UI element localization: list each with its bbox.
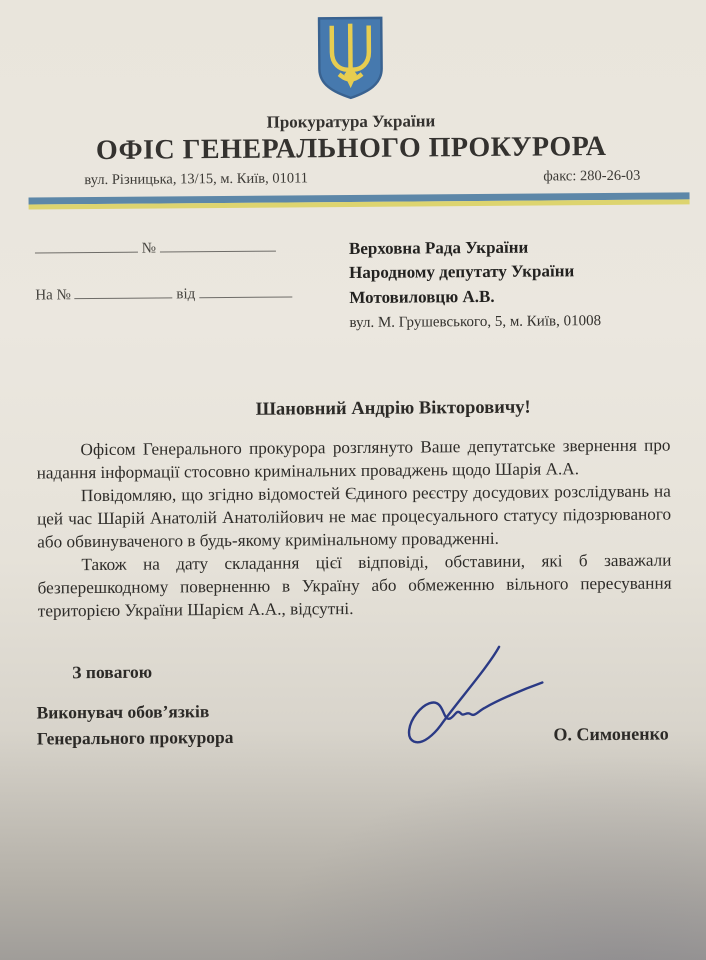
reference-number-line	[35, 237, 337, 258]
closing-block	[2, 657, 706, 752]
reference-number-blank	[35, 238, 138, 253]
signer-name: О. Симоненко	[553, 723, 669, 745]
letterhead-fax: факс: 280-26-03	[543, 167, 641, 185]
org-title: ОФІС ГЕНЕРАЛЬНОГО ПРОКУРОРА	[95, 131, 607, 167]
recipient-block	[349, 235, 601, 335]
recipient-address: вул. М. Грушевського, 5, м. Київ, 01008	[349, 313, 602, 332]
signer-position	[36, 698, 233, 752]
recipient-line-2: Народному депутату України	[349, 261, 575, 283]
signature-row	[36, 694, 668, 751]
body-paragraph-1: Офісом Генерального прокурора розглянуто Ваше депутатське звернення про надання інформації стосовно кримінальних проваджень щодо Шарія А.А.	[36, 435, 671, 483]
signer-position-line-2: Генерального прокурора	[36, 727, 234, 749]
body-paragraph-2: Повідомляю, що згідно відомостей Єдиного реєстру досудових розслідувань на цей час Шарій Анатолій Анатолійович не має процесуального статусу підозрюваного або обвинуваченого в будь-якому кримінальному провадженні.	[36, 481, 672, 552]
reply-number-blank	[75, 284, 173, 299]
recipient-line-3: Мотовиловцю А.В.	[349, 287, 495, 308]
letterhead-address: вул. Різницька, 13/15, м. Київ, 01011	[84, 170, 309, 189]
salutation: Шановний Андрію Вікторовичу!	[255, 397, 531, 420]
ukraine-trident-emblem-icon	[315, 15, 386, 107]
number-label: №	[141, 240, 157, 257]
org-subtitle: Прокуратура України	[266, 111, 436, 132]
from-label: від	[176, 285, 196, 302]
letterhead	[0, 0, 705, 209]
reply-date-blank	[199, 283, 292, 298]
reference-recipient-row	[0, 234, 706, 338]
reference-block	[35, 237, 338, 337]
letter-body	[36, 433, 671, 622]
signer-position-line-1: Виконувач обов’язків	[36, 701, 210, 723]
flag-divider	[29, 192, 690, 209]
on-number-label: На №	[35, 286, 71, 303]
recipient-line-1: Верховна Рада України	[348, 237, 529, 258]
closing-regards: З повагою	[72, 661, 153, 683]
reference-date-blank	[160, 237, 276, 252]
body-paragraph-3: Також на дату складання цієї відповіді, обставини, які б заважали безперешкодному поверненню в Україну або обмеженню вільного пересування територією України Шарієм А.А., відсутні.	[37, 550, 672, 621]
reference-reply-line	[35, 283, 337, 304]
